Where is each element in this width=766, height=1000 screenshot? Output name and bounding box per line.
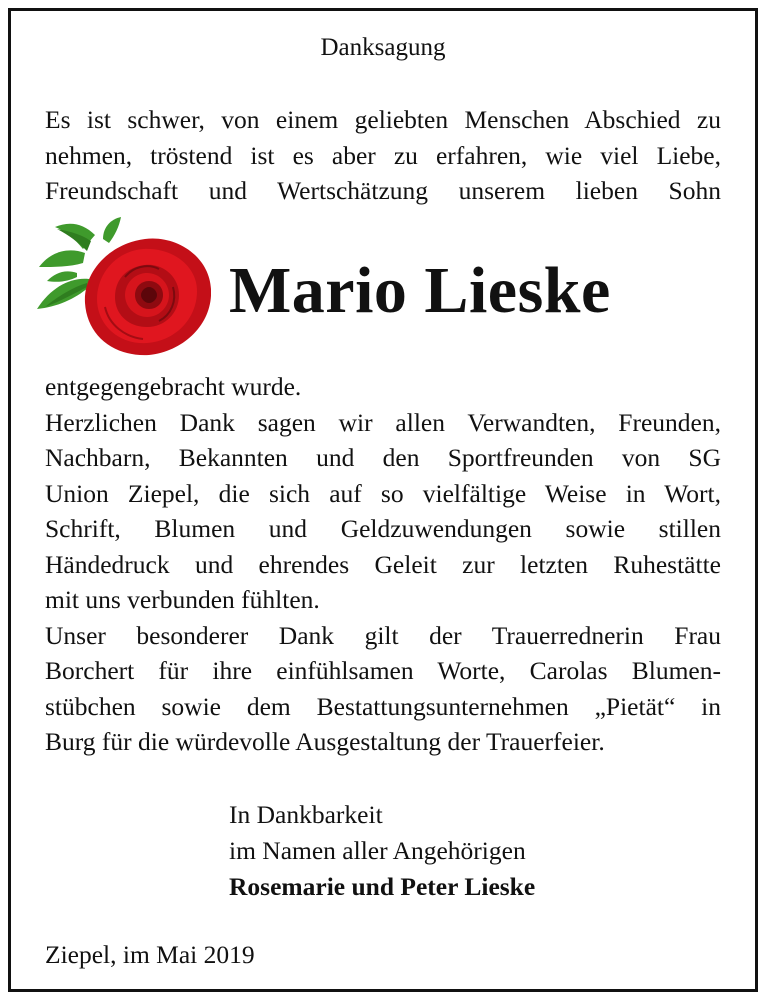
deceased-name: Mario Lieske xyxy=(229,254,611,327)
notice-frame xyxy=(8,8,758,992)
body-line: stübchen sowie dem Bestattungsunternehmen „Pietät“ in xyxy=(45,691,721,721)
body-line: Union Ziepel, die sich auf so vielfältige Weise in Wort, xyxy=(45,478,721,508)
intro-line: Freundschaft und Wertschätzung unserem lieben Sohn xyxy=(45,176,721,205)
intro-line: nehmen, tröstend ist es aber zu erfahren, wie viel Liebe, xyxy=(45,140,721,170)
dateline: Ziepel, im Mai 2019 xyxy=(45,940,255,969)
signature-line: In Dankbarkeit xyxy=(229,800,383,829)
signature-line: im Namen aller Angehörigen xyxy=(229,836,526,865)
rose-icon xyxy=(25,217,211,357)
body-line: mit uns verbunden fühlten. xyxy=(45,585,320,614)
body-line: Nachbarn, Bekannten und den Sportfreunden von SG xyxy=(45,443,721,472)
signature-names: Rosemarie und Peter Lieske xyxy=(229,872,536,901)
body-line: Burg für die würdevolle Ausgestaltung der Trauerfeier. xyxy=(45,727,605,756)
body-line: Unser besonderer Dank gilt der Trauerrednerin Frau xyxy=(45,620,721,650)
notice-heading: Danksagung xyxy=(320,34,446,61)
body-paragraph xyxy=(45,369,721,760)
signature-block xyxy=(229,797,535,905)
body-line: Schrift, Blumen und Geldzuwendungen sowie stillen xyxy=(45,514,721,543)
body-line: Händedruck und ehrendes Geleit zur letzten Ruhestätte xyxy=(45,549,721,579)
body-line: entgegengebracht wurde. xyxy=(45,372,302,401)
intro-paragraph xyxy=(45,102,721,209)
intro-line: Es ist schwer, von einem geliebten Menschen Abschied zu xyxy=(45,105,721,134)
rose-bloom xyxy=(85,238,211,355)
body-line: Borchert für ihre einfühlsamen Worte, Carolas Blumen- xyxy=(45,656,721,685)
body-line: Herzlichen Dank sagen wir allen Verwandten, Freunden, xyxy=(45,407,721,437)
